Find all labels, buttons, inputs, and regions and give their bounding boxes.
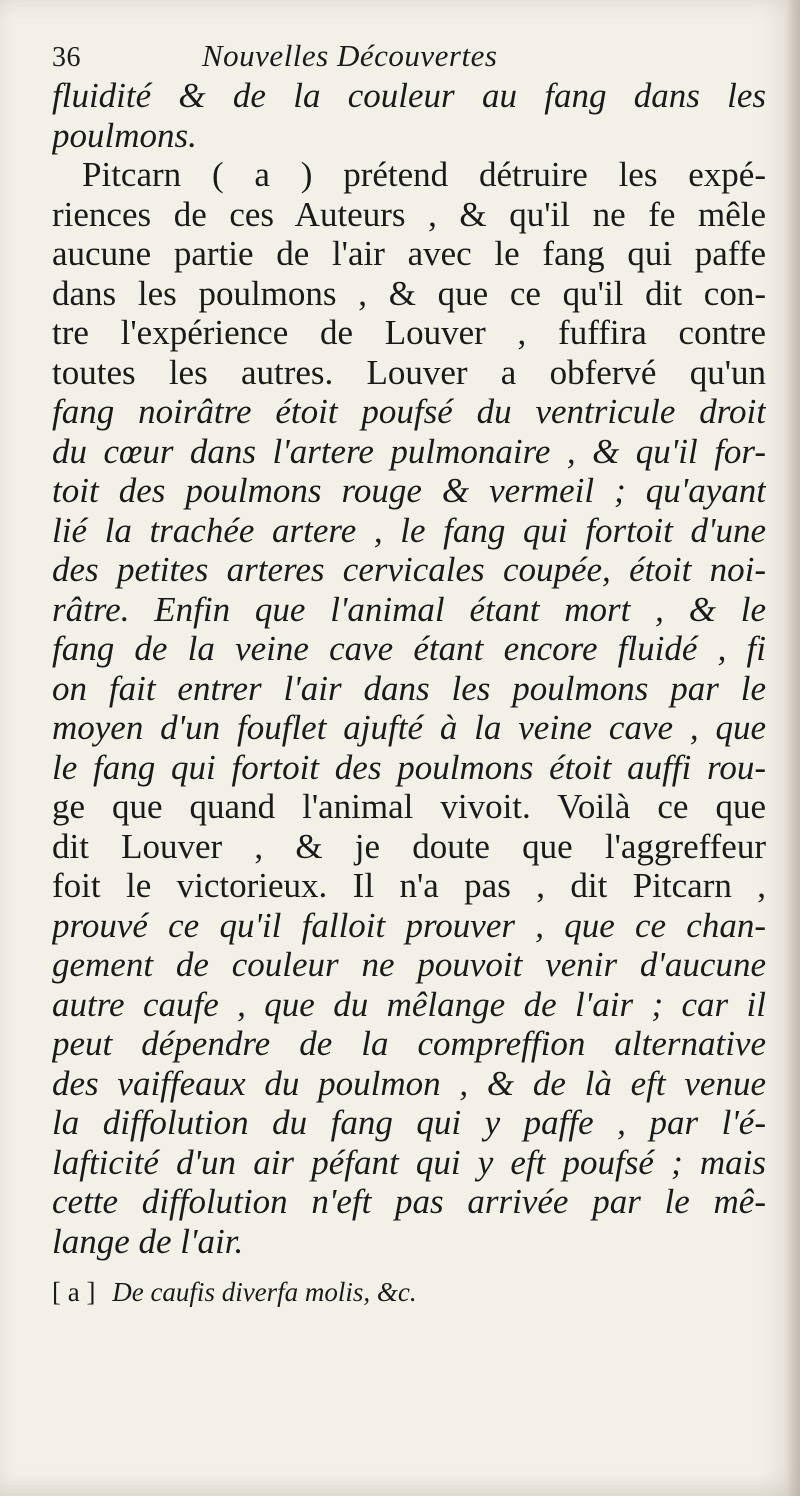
- text-line: prouvé ce qu'il falloit prouver , que ce chan-: [52, 905, 766, 945]
- text-line: riences de ces Auteurs , & qu'il ne fe mêle: [52, 194, 766, 234]
- text-line: dans les poulmons , & que ce qu'il dit con-: [52, 273, 766, 313]
- footnote-text: De caufis diverfa molis, &c.: [112, 1277, 417, 1307]
- text-line: lange de l'air.: [52, 1221, 244, 1261]
- text-line: râtre. Enfin que l'animal étant mort , & le: [52, 589, 766, 629]
- text-line: du cœur dans l'artere pulmonaire , & qu'il for-: [52, 431, 766, 471]
- text-line: toit des poulmons rouge & vermeil ; qu'ayant: [52, 471, 766, 510]
- text-line: moyen d'un fouflet ajufté à la veine cave , que: [52, 708, 766, 747]
- text-line: foit le victorieux. Il n'a pas , dit Pitcarn ,: [52, 866, 766, 905]
- text-line: lié la trachée artere , le fang qui fortoit d'une: [52, 510, 766, 550]
- text-line: fang noirâtre étoit poufsé du ventricule droit: [52, 392, 766, 431]
- page-number: 36: [52, 42, 81, 73]
- text-line: Pitcarn ( a ) prétend détruire les expé-: [82, 155, 766, 194]
- text-line: aucune partie de l'air avec le fang qui paffe: [52, 234, 766, 273]
- text-line: toutes les autres. Louver a obfervé qu'un: [52, 352, 766, 392]
- text-line: cette diffolution n'eft pas arrivée par le mê-: [52, 1182, 766, 1221]
- text-line: autre caufe , que du mêlange de l'air ; car il: [52, 984, 766, 1024]
- text-line: des vaiffeaux du poulmon , & de là eft venue: [52, 1063, 766, 1103]
- text-line: lafticité d'un air péfant qui y eft poufsé ; mais: [52, 1142, 766, 1182]
- text-line: gement de couleur ne pouvoit venir d'aucune: [52, 945, 766, 984]
- text-line: on fait entrer l'air dans les poulmons par le: [52, 668, 766, 708]
- running-head: [52, 38, 766, 76]
- footnote: [52, 1275, 766, 1309]
- text-line: fang de la veine cave étant encore fluidé , fi: [52, 629, 766, 668]
- text-line: poulmons.: [52, 115, 197, 155]
- text-line: dit Louver , & je doute que l'aggreffeur: [52, 826, 766, 866]
- text-line: ge que quand l'animal vivoit. Voilà ce que: [52, 787, 766, 826]
- text-line: fluidité & de la couleur au fang dans les: [52, 76, 766, 115]
- text-block: [52, 38, 766, 1309]
- running-title: Nouvelles Découvertes: [202, 38, 498, 73]
- text-line: la diffolution du fang qui y paffe , par l'é-: [52, 1103, 766, 1142]
- footnote-marker: [ a ]: [52, 1277, 96, 1307]
- text-line: peut dépendre de la compreffion alternative: [52, 1024, 766, 1063]
- text-line: tre l'expérience de Louver , fuffira contre: [52, 313, 766, 352]
- text-line: le fang qui fortoit des poulmons étoit auffi rou-: [52, 747, 766, 787]
- text-line: des petites arteres cervicales coupée, étoit noi-: [52, 550, 766, 589]
